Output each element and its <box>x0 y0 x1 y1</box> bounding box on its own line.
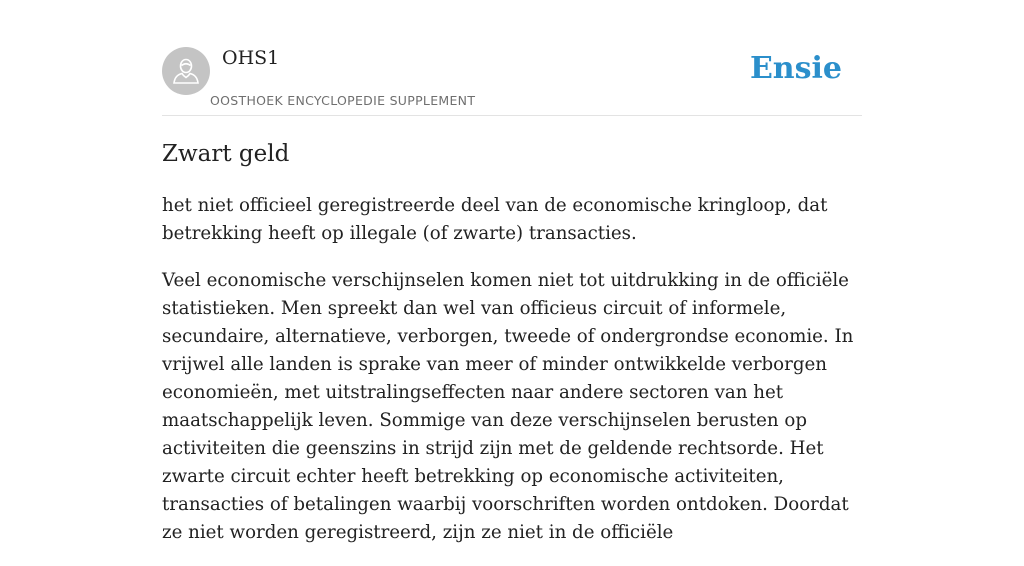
article-paragraph: het niet officieel geregistreerde deel van de economische kringloop, dat betrekking heeft op illegale (of zwarte) transacties. <box>162 195 828 244</box>
ensie-logo-link[interactable]: Ensie <box>749 51 842 86</box>
content-container <box>162 0 862 543</box>
source-subtitle[interactable]: OOSTHOEK ENCYCLOPEDIE SUPPLEMENT <box>210 93 476 108</box>
author-name[interactable]: OHS1 <box>222 47 280 69</box>
page-title: Zwart geld <box>162 141 290 167</box>
article-body <box>162 192 862 566</box>
user-silhouette-icon <box>162 47 210 95</box>
article-paragraph: Veel economische verschijnselen komen niet tot uitdrukking in de officiële statistieken. Men spreekt dan wel van officieus circuit of informele, secundaire, alternatieve, verborgen, tweede of ondergrondse economie. In vrijwel alle landen is sprake van meer of minder ontwikkelde verborgen economieën, met uitstralingseffecten naar andere sectoren van het maatschappelijk leven. Sommige van deze verschijnselen berusten op activiteiten die geenszins in strijd zijn met de geldende rechtsorde. Het zwarte circuit echter heeft betrekking op economische activiteiten, transacties of betalingen waarbij voorschriften worden ontdoken. Doordat ze niet worden geregistreerd, zijn ze niet in de officiële <box>162 270 854 543</box>
header <box>162 0 862 116</box>
avatar[interactable] <box>162 47 210 95</box>
